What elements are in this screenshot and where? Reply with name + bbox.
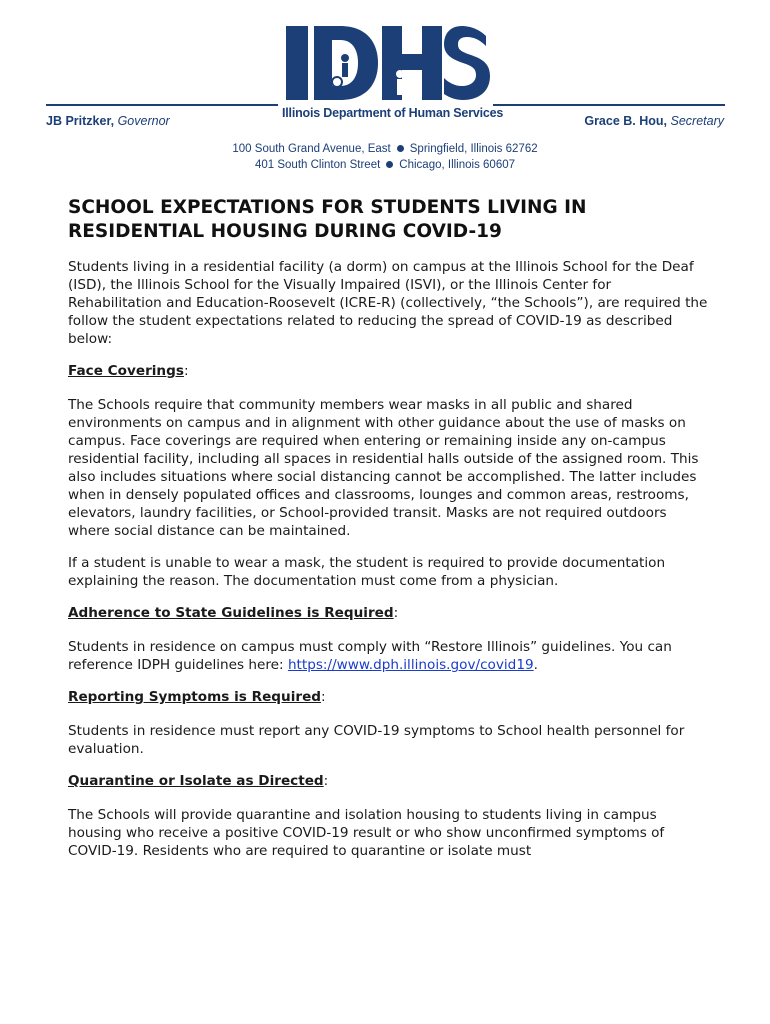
secretary [584,114,724,128]
idhs-logo [282,22,504,126]
quarantine-paragraph: The Schools will provide quarantine and isolation housing to students living in campus housing who receive a positive COVID-19 result or who show unconfirmed symptoms of COVID-19. Residents who are required to quarantine or isolate must [68,807,665,859]
governor-title: Governor [117,114,170,128]
governor-name: JB Pritzker, [46,114,115,128]
heading-text: Quarantine or Isolate as Directed [68,773,324,789]
bullet-icon [386,161,393,168]
reporting-paragraph: Students in residence must report any COVID-19 symptoms to School health personnel for evaluation. [68,723,685,757]
letterhead [0,0,770,180]
address2-street: 401 South Clinton Street [254,159,381,171]
heading-text: Adherence to State Guidelines is Required [68,605,394,621]
secretary-name: Grace B. Hou, [584,114,668,128]
letterhead-rule-right [493,104,725,106]
section-heading-quarantine: Quarantine or Isolate as Directed: [68,773,329,789]
secretary-title: Secretary [670,114,724,128]
letterhead-rule-left [46,104,278,106]
address-chicago [0,159,770,171]
document-title: SCHOOL EXPECTATIONS FOR STUDENTS LIVING IN RESIDENTIAL HOUSING DURING COVID-19 [68,197,587,242]
idph-link[interactable]: https://www.dph.illinois.gov/covid19 [287,657,534,673]
bullet-icon [397,145,404,152]
department-name: Illinois Department of Human Services [282,106,504,120]
document-body [68,196,708,874]
address2-city: Chicago, Illinois 60607 [399,159,516,171]
state-guidelines-paragraph: Students in residence on campus must comply with “Restore Illinois” guidelines. You can reference IDPH guidelines here: https://www.dph.illinois.gov/covid19. [68,639,672,673]
face-coverings-paragraph-1: The Schools require that community members wear masks in all public and shared environments on campus and in alignment with other guidance about the use of masks on campus. Face coverings are required when entering or remaining inside any on-campus residential facility, including all spaces in residential halls outside of the assigned room. This also includes situations where social distancing cannot be accomplished. The latter includes when in densely populated offices and classrooms, lounges and common areas, restrooms, elevators, laundry facilities, or School-provided transit. Masks are not required outdoors where social distance can be maintained. [68,397,699,539]
address1-city: Springfield, Illinois 62762 [409,143,538,155]
idhs-logo-icon [282,22,492,106]
address1-street: 100 South Grand Avenue, East [232,143,391,155]
section-heading-reporting: Reporting Symptoms is Required: [68,689,326,705]
face-coverings-paragraph-2: If a student is unable to wear a mask, the student is required to provide documentation explaining the reason. The documentation must come from a physician. [68,555,666,589]
address-springfield [0,143,770,155]
section-heading-face-coverings: Face Coverings: [68,363,189,379]
intro-paragraph: Students living in a residential facility (a dorm) on campus at the Illinois School for the Deaf (ISD), the Illinois School for the Visually Impaired (ISVI), or the Illinois Center for Rehabilitation and Education-Roosevelt (ICRE-R) (collectively, “the Schools”), are required the follow the student expectations related to reducing the spread of COVID-19 as described below: [68,259,708,347]
heading-text: Reporting Symptoms is Required [68,689,322,705]
heading-text: Face Coverings [68,363,184,379]
governor [46,114,170,128]
section-heading-state-guidelines: Adherence to State Guidelines is Required: [68,605,399,621]
